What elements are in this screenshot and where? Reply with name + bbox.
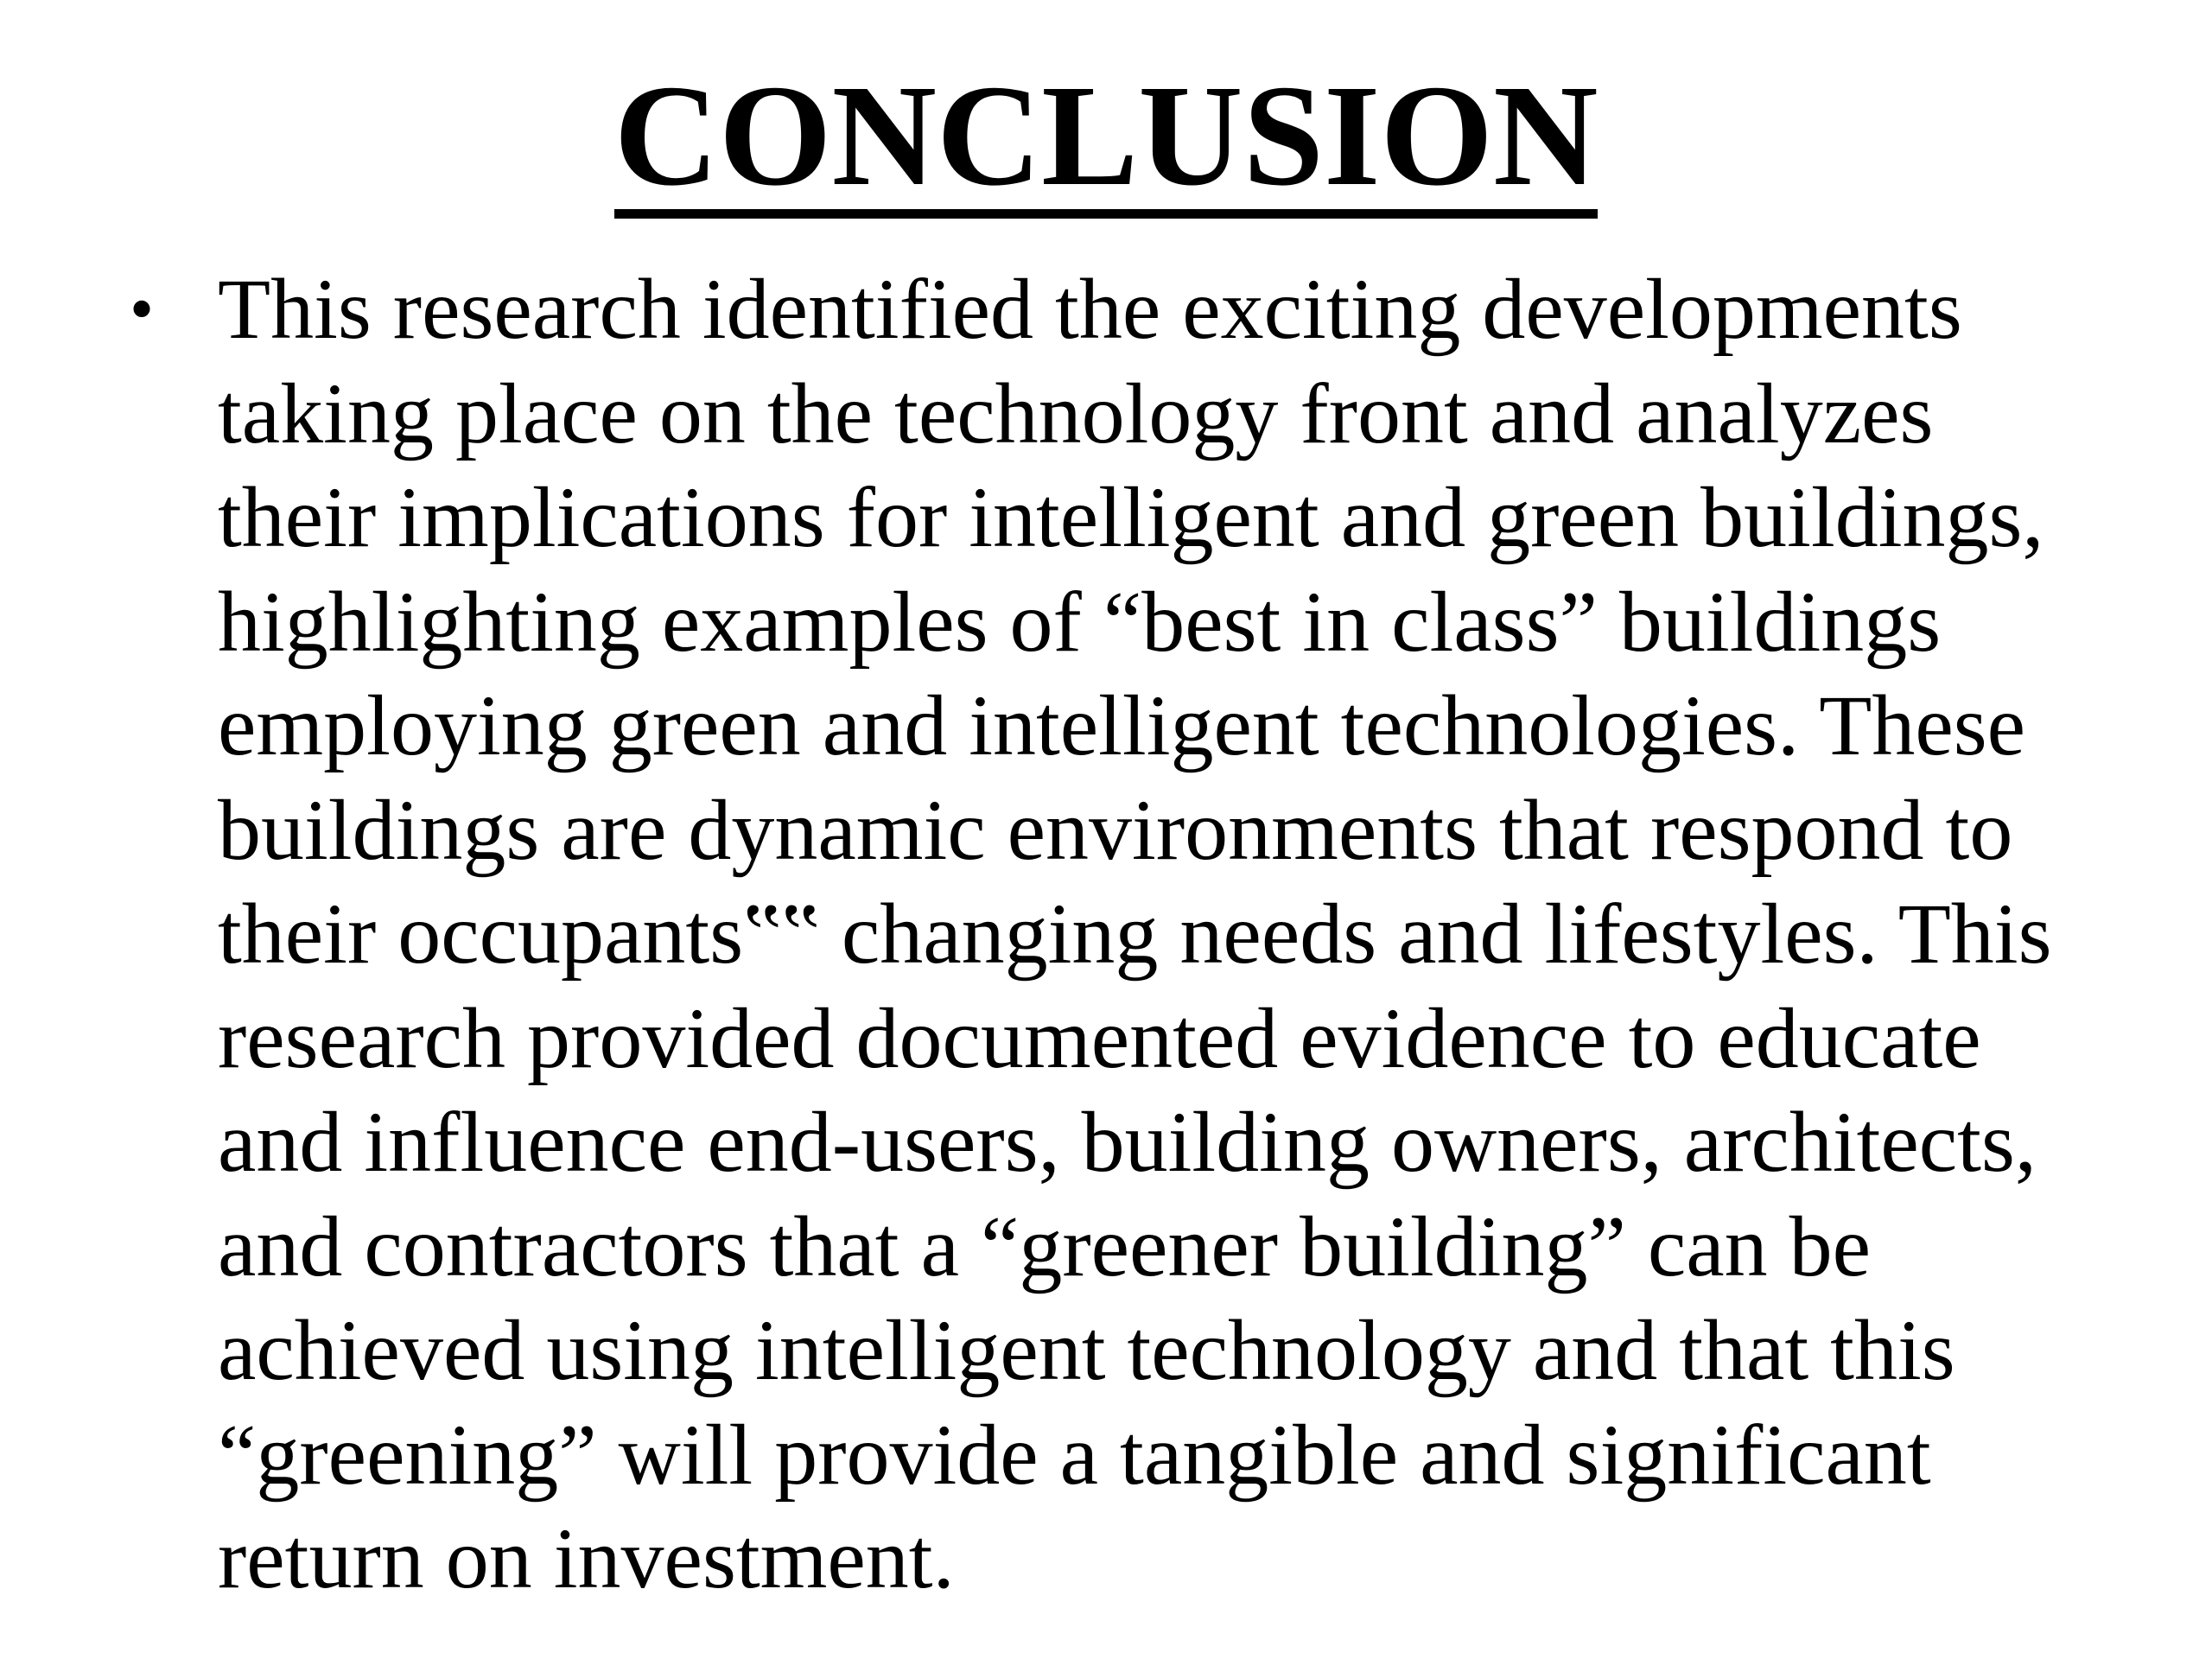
paragraph-line: and contractors that a “greener building” can be (218, 1198, 1871, 1294)
paragraph-line: taking place on the technology front and analyzes (218, 365, 1934, 461)
slide-title (0, 54, 2212, 219)
paragraph-line: buildings are dynamic environments that respond to (218, 781, 2013, 878)
slide-title-text: CONCLUSION (614, 67, 1599, 219)
paragraph-line: their occupants‟‟ changing needs and lifestyles. This (218, 886, 2052, 982)
paragraph-line: achieved using intelligent technology and that this (218, 1302, 1955, 1398)
bullet-item (130, 257, 2117, 1611)
paragraph-line: their implications for intelligent and green buildings, (218, 469, 2044, 565)
paragraph-line: research provided documented evidence to educate (218, 989, 1981, 1086)
paragraph-line: “greening” will provide a tangible and significant (218, 1406, 1931, 1503)
paragraph-line: This research identified the exciting developments (218, 261, 1962, 357)
bullet-list (130, 257, 2117, 1611)
paragraph-line: employing green and intelligent technologies. These (218, 677, 2026, 773)
paragraph-line: highlighting examples of “best in class” buildings (218, 573, 1942, 670)
paragraph-line: and influence end-users, building owners, architects, (218, 1094, 2037, 1190)
bullet-icon: • (130, 271, 155, 347)
paragraph-line: return on investment. (218, 1510, 955, 1606)
